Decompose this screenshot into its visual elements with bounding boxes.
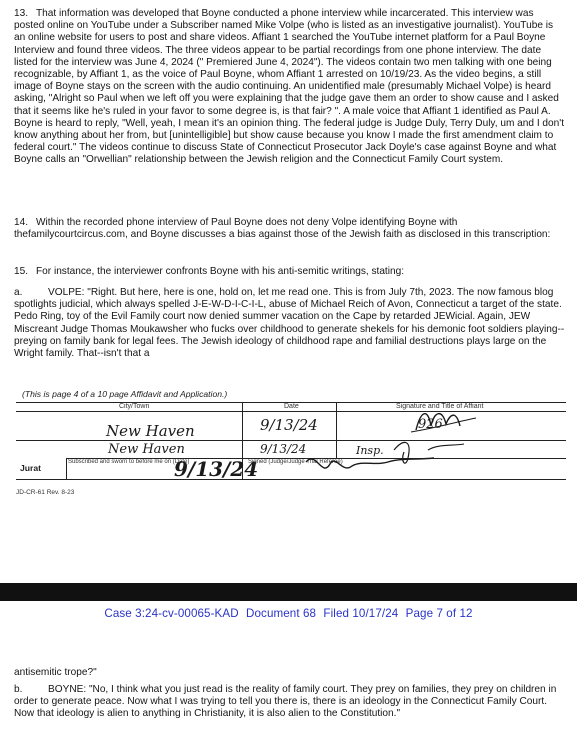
paragraph-b: [14, 684, 566, 721]
col-date-header: Date: [284, 403, 299, 410]
paragraph-number: 14.: [14, 217, 29, 228]
continued-text: antisemitic trope?": [14, 667, 97, 678]
paragraph-number: a.: [14, 287, 23, 298]
paragraph-number: b.: [14, 684, 23, 695]
form-id: JD-CR-61 Rev. 8-23: [16, 489, 75, 496]
page-number: Page 7 of 12: [405, 607, 473, 620]
paragraph-number: 15.: [14, 266, 29, 277]
paragraph-13: [14, 8, 566, 167]
page-separator-bar: [0, 583, 577, 601]
case-number: Case 3:24-cv-00065-KAD: [104, 607, 239, 620]
paragraph-number: 13.: [14, 8, 29, 19]
col-signature-header: Signature and Title of Affiant: [396, 403, 484, 410]
row1-city: New Haven: [106, 422, 195, 440]
row1-signature: 926: [418, 417, 443, 432]
row2-city: New Haven: [108, 442, 185, 457]
col-city-header: City/Town: [119, 403, 150, 410]
row2-signature: Insp.: [356, 444, 384, 457]
paragraph-text: Within the recorded phone interview of Paul Boyne does not deny Volpe identifying Boyne with thefamilycourtcircus.com, and Boyne discusses a bias against those of the Jewish faith as disclosed in this transcription:: [14, 217, 551, 241]
document-number: Document 68: [246, 607, 317, 620]
paragraph-text: That information was developed that Boyne conducted a phone interview while incarcerated. This interview was posted online on YouTube under a Subscriber named Mike Volpe (who is listed as an investigative journalist). YouTube is an online website for users to post and share videos. Affiant 1 searched the YouTube internet platform for a Paul Boyne Interview and found three videos. The three videos appear to be partial recordings from one phone interview. The date listed for the interview was June 4, 2024 (" Premiered June 4, 2024"). The videos contain two men talking with one being recognizable, by Affiant 1, as the voice of Paul Boyne, whom Affiant 1 arrested on 10/19/23. As the video begins, a still image of Boyne stays on the screen with the audio continuing. An unidentified male (presumably Michael Volpe) is heard asking, "Alright so Paul when we left off you were explaining that the judge gave them an order to show cause and I asked that it seems like he's ruled in your favor to some degree is, is that fair? ". A male voice that Affiant 1 identified as Paul A. Boyne is heard to reply, "Well, yeah, I mean it's an opinion thing. The federal judge is Judge Duly, Terry Duly, um and I don't know anything about her from, but [unintelligible] but show cause because you know I made the first amendment claim to federal court." The videos continue to discuss State of Connecticut Prosecutor Jack Doyle's case against Boyne and what Boyne calls an "Orwellian" relationship between the Jewish religion and the Connecticut Family Court system.: [14, 8, 564, 166]
row2-date: 9/13/24: [260, 442, 307, 456]
subscribed-label: Subscribed and sworn to before me on (Date): [68, 459, 190, 465]
paragraph-14: [14, 217, 566, 241]
page-caption: (This is page 4 of a 10 page Affidavit and Application.): [22, 389, 228, 399]
case-header: [0, 607, 577, 620]
paragraph-15: [14, 266, 566, 278]
filed-date: Filed 10/17/24: [323, 607, 399, 620]
signed-label: Signed (Judge/Judge Trial Referee): [248, 459, 343, 465]
paragraph-text: VOLPE: "Right. But here, here is one, hold on, let me read one. This is from July 7th, 2023. The now famous blog spotlights judicial, which always spelled J-E-W-D-I-C-I-L, abuse of Michael Reich of Avon, Connecticut a target of the state. Pedo Ring, toy of the Evil Family court now denied summer vacation on the Cape by retarded JEWicial. Again, JEW Miscreant Judge Thomas Moukawsher who fucks over childhood to generate shekels for his demonic foot soldiers playing--preying on family bank for legal fees. The Jewish ideology of childhood rape and familial destructions plays large on the Wright family. That--isn't that a: [14, 287, 565, 360]
handwritten-signatures: [16, 400, 566, 480]
jurat-label: Jurat: [20, 463, 42, 473]
subscribed-date: 9/13/24: [174, 457, 259, 481]
paragraph-text: BOYNE: "No, I think what you just read is the reality of family court. They prey on families, they prey on children in order to generate peace. Now what I was trying to tell you there is, there is an ideology in the Connecticut Family Court. Now that ideology is alien to anything in Christianity, it is also alien to the Constitution.": [14, 684, 557, 720]
paragraph-a: [14, 287, 566, 360]
paragraph-text: For instance, the interviewer confronts Boyne with his anti-semitic writings, stating:: [36, 266, 405, 277]
row1-date: 9/13/24: [260, 416, 318, 434]
jurat-table: [16, 400, 566, 480]
